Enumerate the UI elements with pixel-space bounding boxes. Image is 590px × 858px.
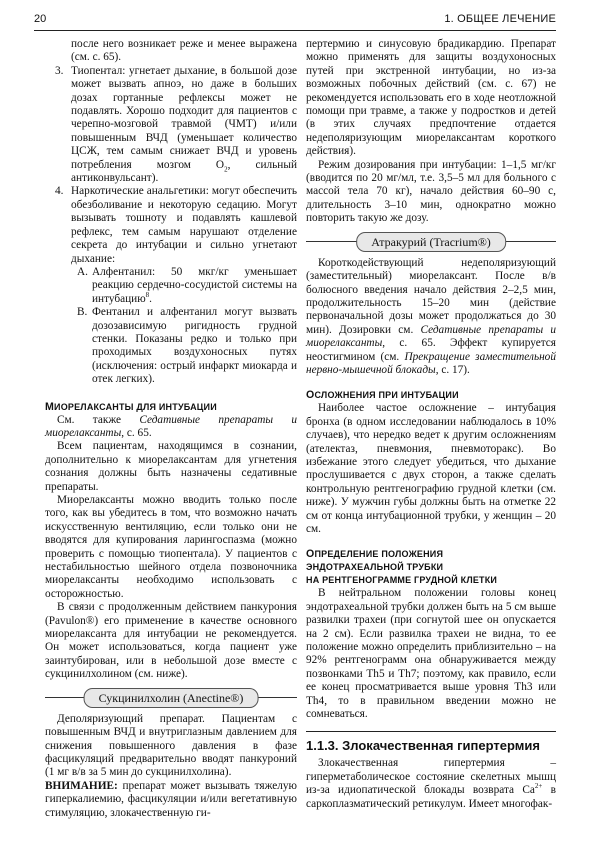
- chapter-title: 1. ОБЩЕЕ ЛЕЧЕНИЕ: [444, 13, 556, 25]
- paragraph-hyperthermia: Злокачественная гипертермия – гиперметаболическое состояние скелетных мышц из-за идиопатической блокады возврата $Ca^{2+}$ в саркоплазматический ретикулум. Имеет многофак-: [306, 757, 556, 810]
- paragraph-ventilation: Миорелаксанты можно вводить только после того, как вы убедитесь в том, что возможно начать искусственную вентиляцию, если только они не вводятся для купирования ларингоспазма (можно проверить с помощью тиопентала). У пациентов с нестабильностью шейного отдела позвоночника миорелаксанты необходимо использовать с осторожностью.: [45, 494, 297, 600]
- heading-tube-position: ОПРЕДЕЛЕНИЕ ПОЛОЖЕНИЯ ЭНДОТРАХЕАЛЬНОЙ ТРУБКИ НА РЕНТГЕНОГРАММЕ ГРУДНОЙ КЛЕТКИ: [306, 548, 498, 586]
- right-column: [306, 38, 556, 811]
- paragraph-continuation: после него возникает реже и менее выражена (см. с. 65).: [71, 38, 297, 64]
- left-column: [45, 38, 297, 820]
- paragraph-conscious: Всем пациентам, находящимся в сознании, дополнительно к миорелаксантам для угнетения сознания должны быть назначены седативные препараты.: [45, 440, 297, 493]
- paragraph-tube-position: В нейтральном положении головы конец эндотрахеальной трубки должен быть на 5 см выше развилки трахеи (при согнутой шее он опускается на 2 см). Если развилка трахеи не видна, то ее положение можно определить приблизительно – на 92% рентгенограмм она обнаруживается между позвонками Th5 и Th7; поэтому, как правило, если ее конец просматривается выше уровня Th3 или Th4, то в правильном введении можно не сомневаться.: [306, 587, 556, 721]
- section-title: 1.1.3. Злокачественная гипертермия: [306, 731, 556, 753]
- drug-banner-succinylcholine: Сукцинилхолин (Anectine®): [45, 688, 297, 708]
- page-header: [34, 10, 556, 31]
- paragraph-dosing: Режим дозирования при интубации: 1–1,5 мг/кг (вводится по 20 мг/мл, т.е. 3,5–5 мл для больного с массой тела 70 кг), начало действия 60–90 с, длительность 3–10 мин, однократно можно повторить такую же дозу.: [306, 158, 556, 225]
- drug-banner-atracurium: Атракурий (Tracrium®): [306, 232, 556, 252]
- list-item-a: A. Алфентанил: 50 мкг/кг уменьшает реакцию сердечно-сосудистой системы на интубацию$^8$.: [77, 265, 297, 305]
- page-number: 20: [34, 13, 47, 25]
- list-item-b: B. Фентанил и алфентанил могут вызвать дозозависимую ригидность грудной стенки. Показаны редко и только при проходимых воздухоносных путях (исключения: острый инфаркт миокарда и отек легких).: [77, 306, 297, 386]
- paragraph-pancuronium: В связи с продолженным действием панкурония (Pavulon®) его применение в качестве основного миорелаксанта для интубации не рекомендуется. Он может использоваться, когда пациент уже заинтубирован, или в небольшой дозе вместе с сукцинилхолином (см. ниже).: [45, 601, 297, 681]
- paragraph-atracurium: Короткодействующий недеполяризующий (заместительный) миорелаксант. После в/в болюсного введения начало действия 2–2,5 мин, продолжительность 15–20 мин (действие первоначальной дозы может продолжаться до 30 мин). Дозировки см. Седативные препараты и миорелаксанты, с. 65. Эффект купируется неостигмином (см. Прекращение заместительной нервно-мышечной блокады, с. 17).: [306, 256, 556, 376]
- paragraph-continuation-right: пертермию и синусовую брадикардию. Препарат можно применять для защиты воздухоносных путей при экстренной интубации, но из-за возможных побочных действий (см. с. 67) не рекомендуется использовать его в ходе неотложной помощи при травме, а также у подростков и детей (в этих случаях предпочтение отдается недеполяризующим миорелаксантам короткого действия).: [306, 38, 556, 158]
- see-also: См. также Седативные препараты и миорелаксанты, с. 65.: [45, 413, 298, 439]
- heading-complications: ОСЛОЖНЕНИЯ ПРИ ИНТУБАЦИИ: [306, 389, 459, 402]
- list-item-3: 3. Тиопентал: угнетает дыхание, в большой дозе может вызвать апноэ, но даже в больших дозах гортанные рефлексы может не подавлять. Хорошо подходит для пациентов с черепно-мозговой травмой (ЧМТ) и/или повышенным ВЧД (уменьшает количество ЦСЖ, тем самым снижает ВЧД и уровень потребления мозгом $O_2$, сильный антиконвульсант).: [55, 64, 297, 185]
- paragraph-complications: Наиболее частое осложнение – интубация бронха (в одном исследовании наблюдалось в 10% случаев), что нередко ведет к другим осложнениям (ателектаз, пневмония, пневмоторакс). Во избежание этого следует убедиться, что дыхание прослушивается с двух сторон, а также сделать контрольную рентгенографию грудной клетки (см. ниже). У мужчин губы должны быть на отметке 22 см от конца интубационной трубки, у женщин – 20 см.: [306, 402, 556, 535]
- list-item-4: 4. Наркотические анальгетики: могут обеспечить обезболивание и некоторую седацию. Могут вызывать тошноту и подавлять кашлевой рефлекс, тем самым нарушают отделение секрета до интубации и сильно угнетают дыхание:: [55, 185, 297, 265]
- heading-muscle-relaxants: МИОРЕЛАКСАНТЫ ДЛЯ ИНТУБАЦИИ: [45, 400, 217, 413]
- paragraph-depolarizing: Деполяризующий препарат. Пациентам с повышенным ВЧД и внутриглазным давлением для снижения повышенного давления в фазе фасцикуляций предварительно вводят панкуроний (1 мг в/в за 5 мин до сукцинилхолина).: [45, 712, 297, 779]
- paragraph-warning: ВНИМАНИЕ: препарат может вызывать тяжелую гиперкалиемию, фасцикуляции и/или вегетативную стимуляцию, злокачественную ги-: [45, 779, 297, 819]
